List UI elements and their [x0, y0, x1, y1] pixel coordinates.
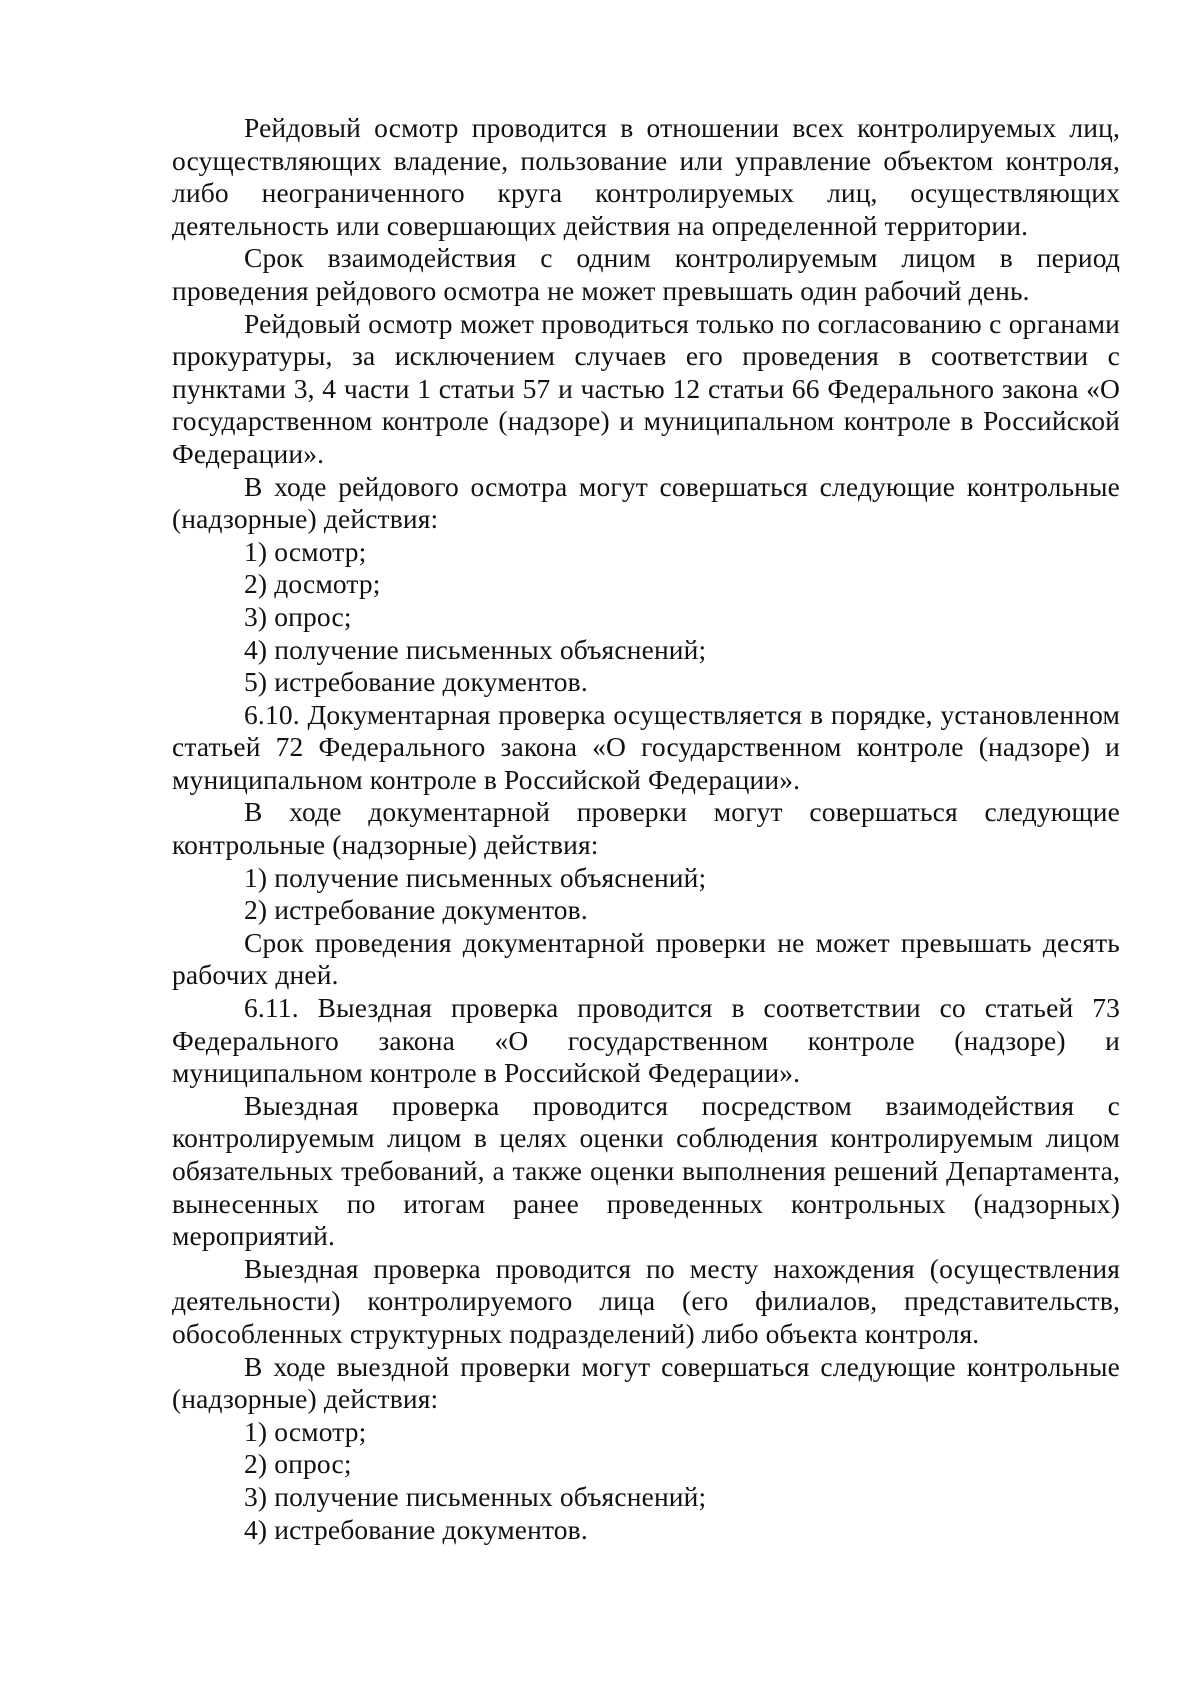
list-item: 3) опрос; [244, 600, 352, 632]
list-item: 1) осмотр; [244, 1415, 367, 1447]
paragraph-raid-prosecutor-approval: Рейдовый осмотр может проводиться только по согласованию с органами прокуратуры, за исключением случаев его проведения в соответствии с пунктами 3, 4 части 1 статьи 57 и частью 12 статьи 66 Федерального закона «О государственном контроле (надзоре) и муниципальном контроле в Российской Федерации». [172, 307, 1120, 469]
list-item: 2) истребование документов. [244, 894, 588, 926]
paragraph-raid-actions-intro: В ходе рейдового осмотра могут совершаться следующие контрольные (надзорные) действия: [172, 470, 1120, 535]
paragraph-raid-interaction-term: Срок взаимодействия с одним контролируемым лицом в период проведения рейдового осмотра не может превышать один рабочий день. [172, 242, 1120, 306]
paragraph-onsite-check: 6.11. Выездная проверка проводится в соответствии со статьей 73 Федерального закона «О государственном контроле (надзоре) и муниципальном контроле в Российской Федерации». [172, 992, 1120, 1089]
list-item: 4) истребование документов. [244, 1513, 588, 1545]
paragraph-onsite-location: Выездная проверка проводится по месту нахождения (осуществления деятельности) контролируемого лица (его филиалов, представительств, обособленных структурных подразделений) либо объекта контроля. [172, 1252, 1120, 1349]
document-body [172, 112, 1120, 1546]
paragraph-documentary-term: Срок проведения документарной проверки не может превышать десять рабочих дней. [172, 926, 1120, 991]
paragraph-documentary-check: 6.10. Документарная проверка осуществляется в порядке, установленном статьей 72 Федерального закона «О государственном контроле (надзоре) и муниципальном контроле в Российской Федерации». [172, 698, 1120, 795]
list-item: 2) досмотр; [244, 568, 381, 600]
list-item: 1) осмотр; [244, 535, 367, 567]
list-item: 3) получение письменных объяснений; [244, 1480, 707, 1512]
list-item: 4) получение письменных объяснений; [244, 633, 707, 665]
paragraph-onsite-actions-intro: В ходе выездной проверки могут совершаться следующие контрольные (надзорные) действия: [172, 1350, 1120, 1415]
paragraph-onsite-interaction: Выездная проверка проводится посредством взаимодействия с контролируемым лицом в целях оценки соблюдения контролируемым лицом обязательных требований, а также оценки выполнения решений Департамента, вынесенных по итогам ранее проведенных контрольных (надзорных) мероприятий. [172, 1089, 1120, 1252]
list-item: 2) опрос; [244, 1448, 352, 1480]
paragraph-documentary-actions-intro: В ходе документарной проверки могут совершаться следующие контрольные (надзорные) действия: [172, 796, 1120, 861]
list-item: 5) истребование документов. [244, 666, 588, 698]
paragraph-raid-inspection-scope: Рейдовый осмотр проводится в отношении всех контролируемых лиц, осуществляющих владение, пользование или управление объектом контроля, либо неограниченного круга контролируемых лиц, осуществляющих деятельность или совершающих действия на определенной территории. [172, 112, 1120, 241]
list-item: 1) получение письменных объяснений; [244, 861, 707, 893]
